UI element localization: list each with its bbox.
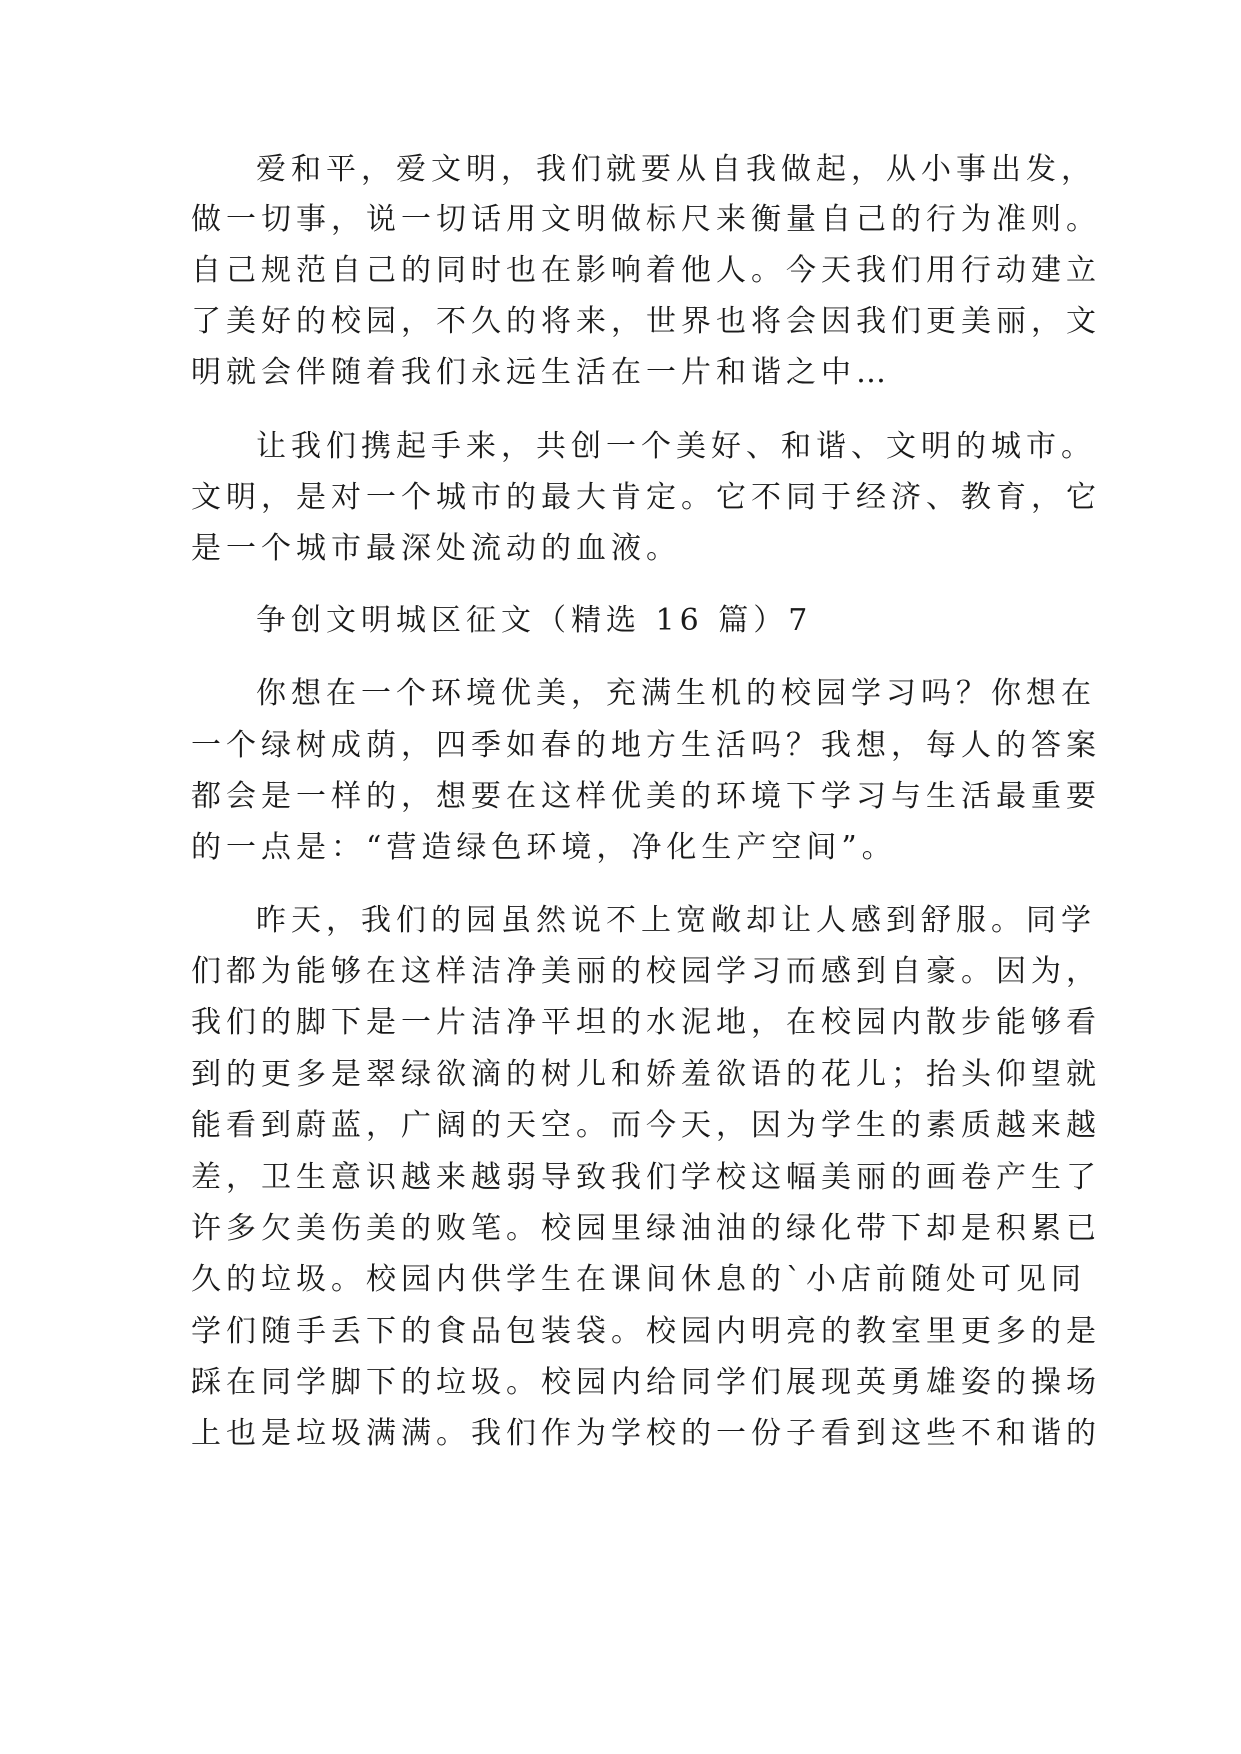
text-line: 是一个城市最深处流动的血液。 xyxy=(191,531,681,566)
text-line: 爱和平，爱文明，我们就要从自我做起，从小事出发， xyxy=(256,152,1096,187)
text-line: 学们随手丢下的食品包装袋。校园内明亮的教室里更多的是 xyxy=(191,1314,1101,1349)
text-line: 昨天，我们的园虽然说不上宽敞却让人感到舒服。同学 xyxy=(256,903,1096,938)
text-line: 了美好的校园，不久的将来，世界也将会因我们更美丽，文 xyxy=(191,304,1101,339)
text-line: 到的更多是翠绿欲滴的树儿和娇羞欲语的花儿；抬头仰望就 xyxy=(191,1057,1101,1092)
section-heading: 争创文明城区征文（精选 16 篇）7 xyxy=(256,603,813,638)
text-line: 让我们携起手来，共创一个美好、和谐、文明的城市。 xyxy=(256,429,1096,464)
text-line: 许多欠美伤美的败笔。校园里绿油油的绿化带下却是积累已 xyxy=(191,1211,1101,1246)
text-line: 自己规范自己的同时也在影响着他人。今天我们用行动建立 xyxy=(191,253,1101,288)
text-line: 明就会伴随着我们永远生活在一片和谐之中… xyxy=(191,355,891,390)
text-line: 文明，是对一个城市的最大肯定。它不同于经济、教育，它 xyxy=(191,480,1101,515)
text-line: 差，卫生意识越来越弱导致我们学校这幅美丽的画卷产生了 xyxy=(191,1160,1101,1195)
text-line: 踩在同学脚下的垃圾。校园内给同学们展现英勇雄姿的操场 xyxy=(191,1365,1101,1400)
text-line: 一个绿树成荫，四季如春的地方生活吗？我想，每人的答案 xyxy=(191,728,1101,763)
text-line: 我们的脚下是一片洁净平坦的水泥地，在校园内散步能够看 xyxy=(191,1005,1101,1040)
text-line: 们都为能够在这样洁净美丽的校园学习而感到自豪。因为， xyxy=(191,954,1101,989)
text-line: 你想在一个环境优美，充满生机的校园学习吗？你想在 xyxy=(256,676,1096,711)
text-line: 能看到蔚蓝，广阔的天空。而今天，因为学生的素质越来越 xyxy=(191,1108,1101,1143)
text-line: 都会是一样的，想要在这样优美的环境下学习与生活最重要 xyxy=(191,779,1101,814)
text-line: 的一点是：“营造绿色环境，净化生产空间”。 xyxy=(191,830,897,865)
text-line: 久的垃圾。校园内供学生在课间休息的`小店前随处可见同 xyxy=(191,1262,1086,1297)
text-line: 做一切事，说一切话用文明做标尺来衡量自己的行为准则。 xyxy=(191,202,1101,237)
text-line: 上也是垃圾满满。我们作为学校的一份子看到这些不和谐的 xyxy=(191,1416,1101,1451)
